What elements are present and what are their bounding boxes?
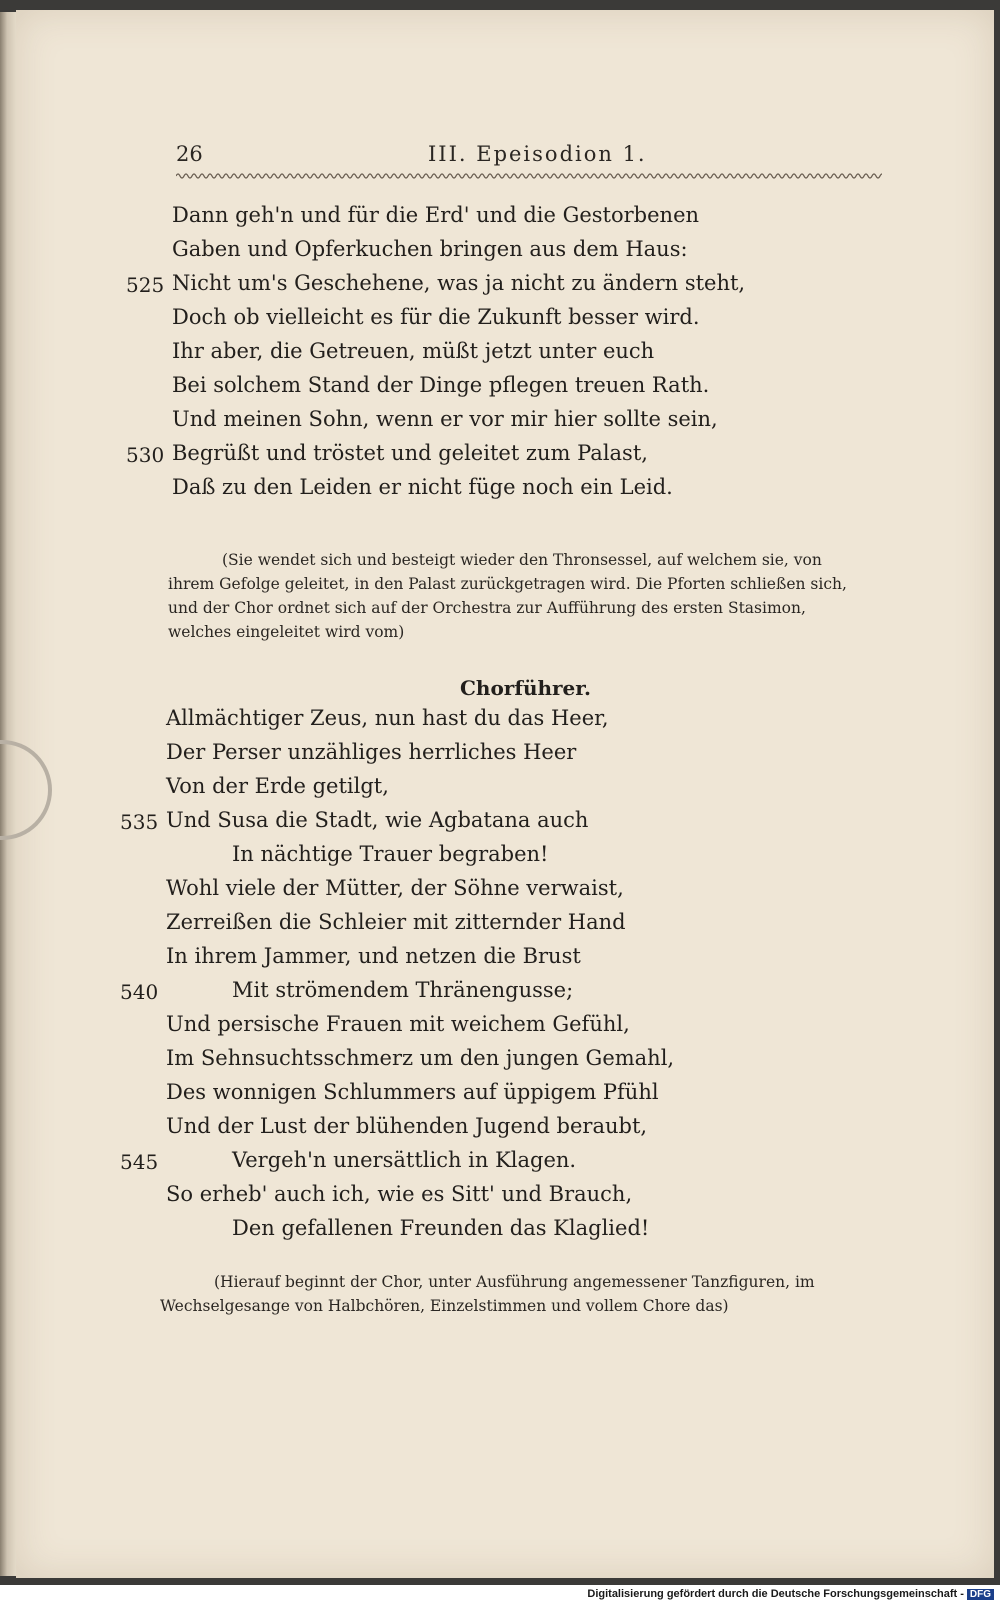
stage-direction-line: und der Chor ordnet sich auf der Orchestra zur Aufführung des ersten Stasimon, <box>168 599 806 617</box>
line-number: 530 <box>126 443 165 467</box>
verse-line: Ihr aber, die Getreuen, müßt jetzt unter euch <box>172 339 655 363</box>
verse-line: Wohl viele der Mütter, der Söhne verwaist, <box>166 876 624 900</box>
verse-line: Und persische Frauen mit weichem Gefühl, <box>166 1012 630 1036</box>
digitization-credit <box>587 1588 994 1600</box>
verse-line: Von der Erde getilgt, <box>166 774 389 798</box>
verse-line: Und der Lust der blühenden Jugend beraubt, <box>166 1114 648 1138</box>
verse-line: Gaben und Opferkuchen bringen aus dem Haus: <box>172 237 688 261</box>
verse-line: Des wonnigen Schlummers auf üppigem Pfühl <box>166 1080 659 1104</box>
verse-line: Der Perser unzähliges herrliches Heer <box>166 740 577 764</box>
verse-line: Begrüßt und tröstet und geleitet zum Palast, <box>172 441 648 465</box>
verse-line: Vergeh'n unersättlich in Klagen. <box>232 1148 577 1172</box>
verse-line: In nächtige Trauer begraben! <box>232 842 549 866</box>
verse-line: Zerreißen die Schleier mit zitternder Hand <box>166 910 626 934</box>
verse-line: Den gefallenen Freunden das Klaglied! <box>232 1216 650 1240</box>
verse-line: Doch ob vielleicht es für die Zukunft besser wird. <box>172 305 700 329</box>
credit-text: Digitalisierung gefördert durch die Deutsche Forschungsgemeinschaft - <box>587 1588 964 1600</box>
page-number: 26 <box>176 142 203 166</box>
verse-line: Im Sehnsuchtsschmerz um den jungen Gemahl, <box>166 1046 675 1070</box>
verse-line: Und Susa die Stadt, wie Agbatana auch <box>166 808 589 832</box>
verse-line: In ihrem Jammer, und netzen die Brust <box>166 944 581 968</box>
verse-line: Mit strömendem Thränengusse; <box>232 978 574 1002</box>
line-number: 540 <box>120 980 159 1004</box>
line-number: 545 <box>120 1150 159 1174</box>
line-number: 535 <box>120 810 159 834</box>
stage-direction-line: (Hierauf beginnt der Chor, unter Ausführung angemessener Tanzfiguren, im <box>214 1273 815 1291</box>
stage-direction-line: welches eingeleitet wird vom) <box>168 623 405 641</box>
line-number: 525 <box>126 273 165 297</box>
verse-line: Allmächtiger Zeus, nun hast du das Heer, <box>166 706 609 730</box>
verse-line: So erheb' auch ich, wie es Sitt' und Brauch, <box>166 1182 633 1206</box>
speaker-heading: Chorführer. <box>460 676 591 700</box>
stage-direction-line: (Sie wendet sich und besteigt wieder den Thronsessel, auf welchem sie, von <box>222 551 822 569</box>
verse-line: Bei solchem Stand der Dinge pflegen treuen Rath. <box>172 373 710 397</box>
dfg-logo: DFG <box>967 1589 994 1600</box>
wavy-rule-ornament <box>176 170 882 182</box>
verse-line: Daß zu den Leiden er nicht füge noch ein Leid. <box>172 475 673 499</box>
running-title: III. Epeisodion 1. <box>428 142 647 166</box>
stage-direction-line: Wechselgesange von Halbchören, Einzelstimmen und vollem Chore das) <box>160 1297 729 1315</box>
verse-line: Und meinen Sohn, wenn er vor mir hier sollte sein, <box>172 407 718 431</box>
verse-line: Dann geh'n und für die Erd' und die Gestorbenen <box>172 203 700 227</box>
verse-line: Nicht um's Geschehene, was ja nicht zu ändern steht, <box>172 271 746 295</box>
stage-direction-line: ihrem Gefolge geleitet, in den Palast zurückgetragen wird. Die Pforten schließen sich, <box>168 575 847 593</box>
